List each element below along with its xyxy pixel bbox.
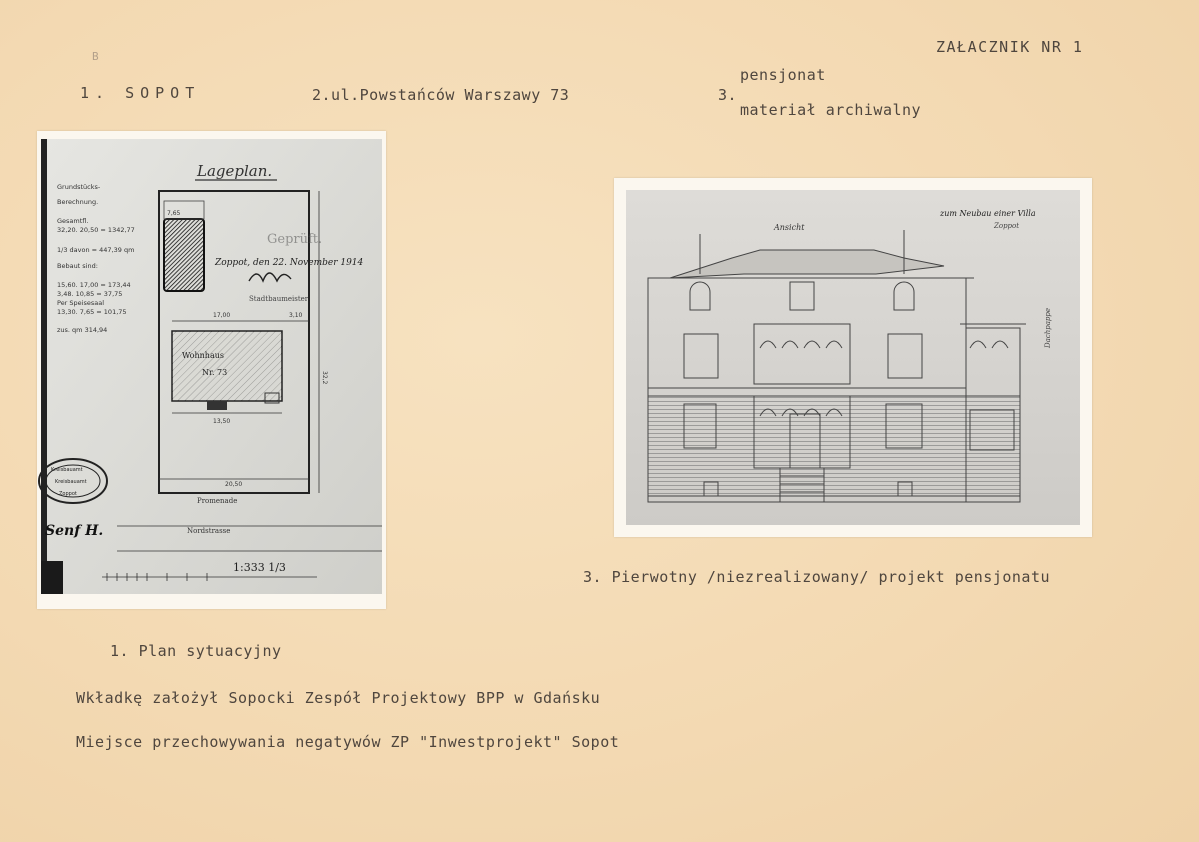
facade-drawing — [614, 178, 1092, 537]
calc-line: 13,30. 7,65 = 101,75 — [57, 308, 127, 316]
svg-text:Kreisbauamt: Kreisbauamt — [51, 467, 83, 473]
facade-note-right-2: Zoppot — [994, 222, 1020, 230]
dim-bottom-label: 20,50 — [225, 481, 243, 488]
calc-line: zus. qm 314,94 — [57, 326, 108, 334]
street-north: Nordstrasse — [187, 527, 231, 535]
calc-line: Per Speisesaal — [57, 299, 105, 307]
address-label: 2.ul.Powstańców Warszawy 73 — [312, 86, 570, 104]
dim-bottom-house-label: 13,50 — [213, 418, 231, 425]
negatives-note: Miejsce przechowywania negatywów ZP "Inwestprojekt" Sopot — [76, 733, 620, 751]
annex-number: ZAŁACZNIK NR 1 — [936, 38, 1084, 56]
facade-note-left: Ansicht — [774, 223, 805, 232]
calc-line: Berechnung. — [57, 198, 99, 206]
dim-side-label: 32,2 — [321, 371, 328, 385]
plan-title: Lageplan. — [197, 162, 273, 180]
building-type: pensjonat — [740, 66, 826, 84]
calc-line: Gesamtfl. — [57, 217, 89, 225]
svg-text:Zoppot: Zoppot — [59, 491, 77, 497]
calc-line: 32,20. 20,50 = 1342,77 — [57, 226, 135, 234]
facade-note-right: zum Neubau einer Villa — [940, 209, 1036, 218]
dim-right-label: 3,10 — [289, 312, 303, 319]
calc-line: 15,60. 17,00 = 173,44 — [57, 281, 131, 289]
signature: Senf H. — [45, 523, 104, 539]
approval-date: Zoppot, den 22. November 1914 — [215, 258, 364, 268]
dim-house-label: 17,00 — [213, 312, 231, 319]
svg-text:Kreisbauamt: Kreisbauamt — [55, 479, 87, 485]
city-label: 1. SOPOT — [80, 84, 201, 102]
facade-side-note: Dachpappe — [1044, 308, 1052, 348]
site-plan-drawing — [37, 131, 386, 609]
approval-office: Stadtbaumeister — [249, 295, 309, 303]
calc-line: 3,48. 10,85 = 37,75 — [57, 290, 123, 298]
house-number: Nr. 73 — [202, 368, 228, 377]
facade-photo — [614, 178, 1092, 537]
calc-line: Grundstücks- — [57, 183, 101, 191]
material-type: materiał archiwalny — [740, 101, 922, 119]
street-promenade: Promenade — [197, 497, 238, 505]
plan-scale: 1:333 1/3 — [233, 561, 286, 574]
created-by-note: Wkładkę założył Sopocki Zespół Projektowy BPP w Gdańsku — [76, 689, 601, 707]
calc-line: Bebaut sind: — [57, 262, 98, 270]
pencil-mark: B — [92, 50, 100, 63]
dim-top-label: 7,65 — [167, 210, 181, 217]
site-plan-photo — [37, 131, 386, 609]
item-number: 3. — [718, 86, 738, 104]
house-label: Wohnhaus — [182, 351, 224, 360]
facade-caption: 3. Pierwotny /niezrealizowany/ projekt pensjonatu — [583, 568, 1051, 586]
calc-line: 1/3 davon = 447,39 qm — [57, 246, 135, 254]
plan-caption: 1. Plan sytuacyjny — [110, 642, 282, 660]
approval-stamp: Geprüft. — [267, 232, 323, 247]
